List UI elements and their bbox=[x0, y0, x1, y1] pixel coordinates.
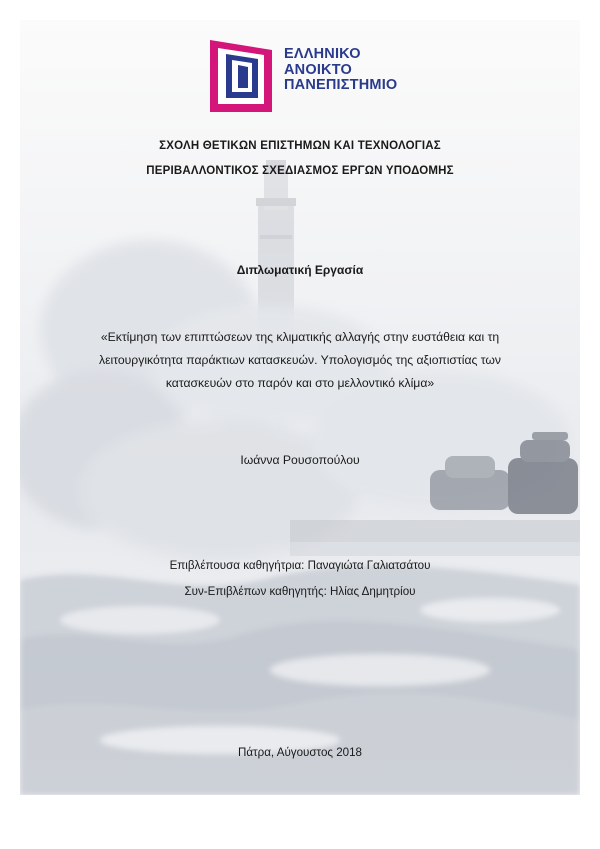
thesis-title-line-1: «Εκτίμηση των επιπτώσεων της κλιματικής αλλαγής στην ευστάθεια και τη bbox=[100, 330, 500, 344]
logo-line-1: ΕΛΛΗΝΙΚΟ bbox=[284, 46, 361, 62]
department-name: ΠΕΡΙΒΑΛΛΟΝΤΙΚΟΣ ΣΧΕΔΙΑΣΜΟΣ ΕΡΓΩΝ ΥΠΟΔΟΜΗΣ bbox=[146, 165, 454, 177]
logo-mark-icon bbox=[210, 40, 272, 112]
background-photo-storm-lighthouse bbox=[20, 20, 580, 795]
thesis-title-line-3: κατασκευών στο παρόν και στο μελλοντικό κλίμα» bbox=[165, 376, 435, 390]
co-supervisor: Συν-Επιβλέπων καθηγητής: Ηλίας Δημητρίου bbox=[184, 585, 416, 598]
cover-page bbox=[20, 20, 580, 795]
author-name: Ιωάννα Ρουσοπούλου bbox=[240, 453, 360, 467]
logo-line-3: ΠΑΝΕΠΙΣΤΗΜΙΟ bbox=[284, 77, 398, 93]
thesis-type: Διπλωματική Εργασία bbox=[236, 263, 364, 277]
thesis-title bbox=[60, 326, 540, 395]
logo-text bbox=[284, 47, 397, 94]
thesis-title-line-2: λειτουργικότητα παράκτιων κατασκευών. Υπολογισμός της αξιοπιστίας των bbox=[98, 353, 502, 367]
supervisor: Επιβλέπουσα καθηγήτρια: Παναγιώτα Γαλιατσάτου bbox=[169, 559, 431, 572]
place-date: Πάτρα, Αύγουστος 2018 bbox=[237, 746, 363, 759]
school-name: ΣΧΟΛΗ ΘΕΤΙΚΩΝ ΕΠΙΣΤΗΜΩΝ ΚΑΙ ΤΕΧΝΟΛΟΓΙΑΣ bbox=[159, 140, 441, 152]
waves bbox=[20, 566, 580, 795]
logo-line-2: ΑΝΟΙΚΤΟ bbox=[284, 61, 352, 78]
